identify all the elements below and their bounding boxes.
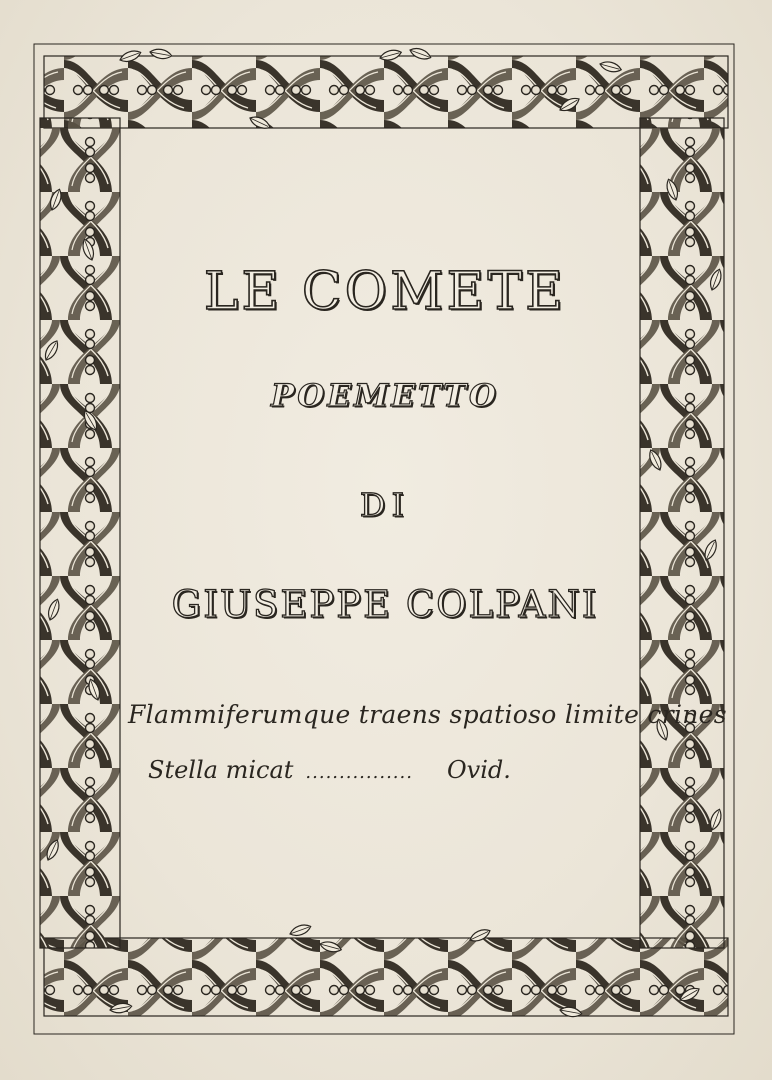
epigraph-source: Ovid. <box>446 756 511 784</box>
book-subtitle: POEMETTO <box>271 378 499 414</box>
epigraph-line-2 <box>148 756 511 784</box>
book-title: LE COMETE <box>203 262 567 322</box>
epigraph-ellipsis: ................ <box>305 762 413 783</box>
epigraph-line-2-text: Stella micat <box>148 756 294 784</box>
epigraph-line-1: Flammiferumque traens spatioso limite crines <box>128 700 727 729</box>
author-name: GIUSEPPE COLPANI <box>171 583 599 626</box>
by-line: DI <box>359 486 411 524</box>
